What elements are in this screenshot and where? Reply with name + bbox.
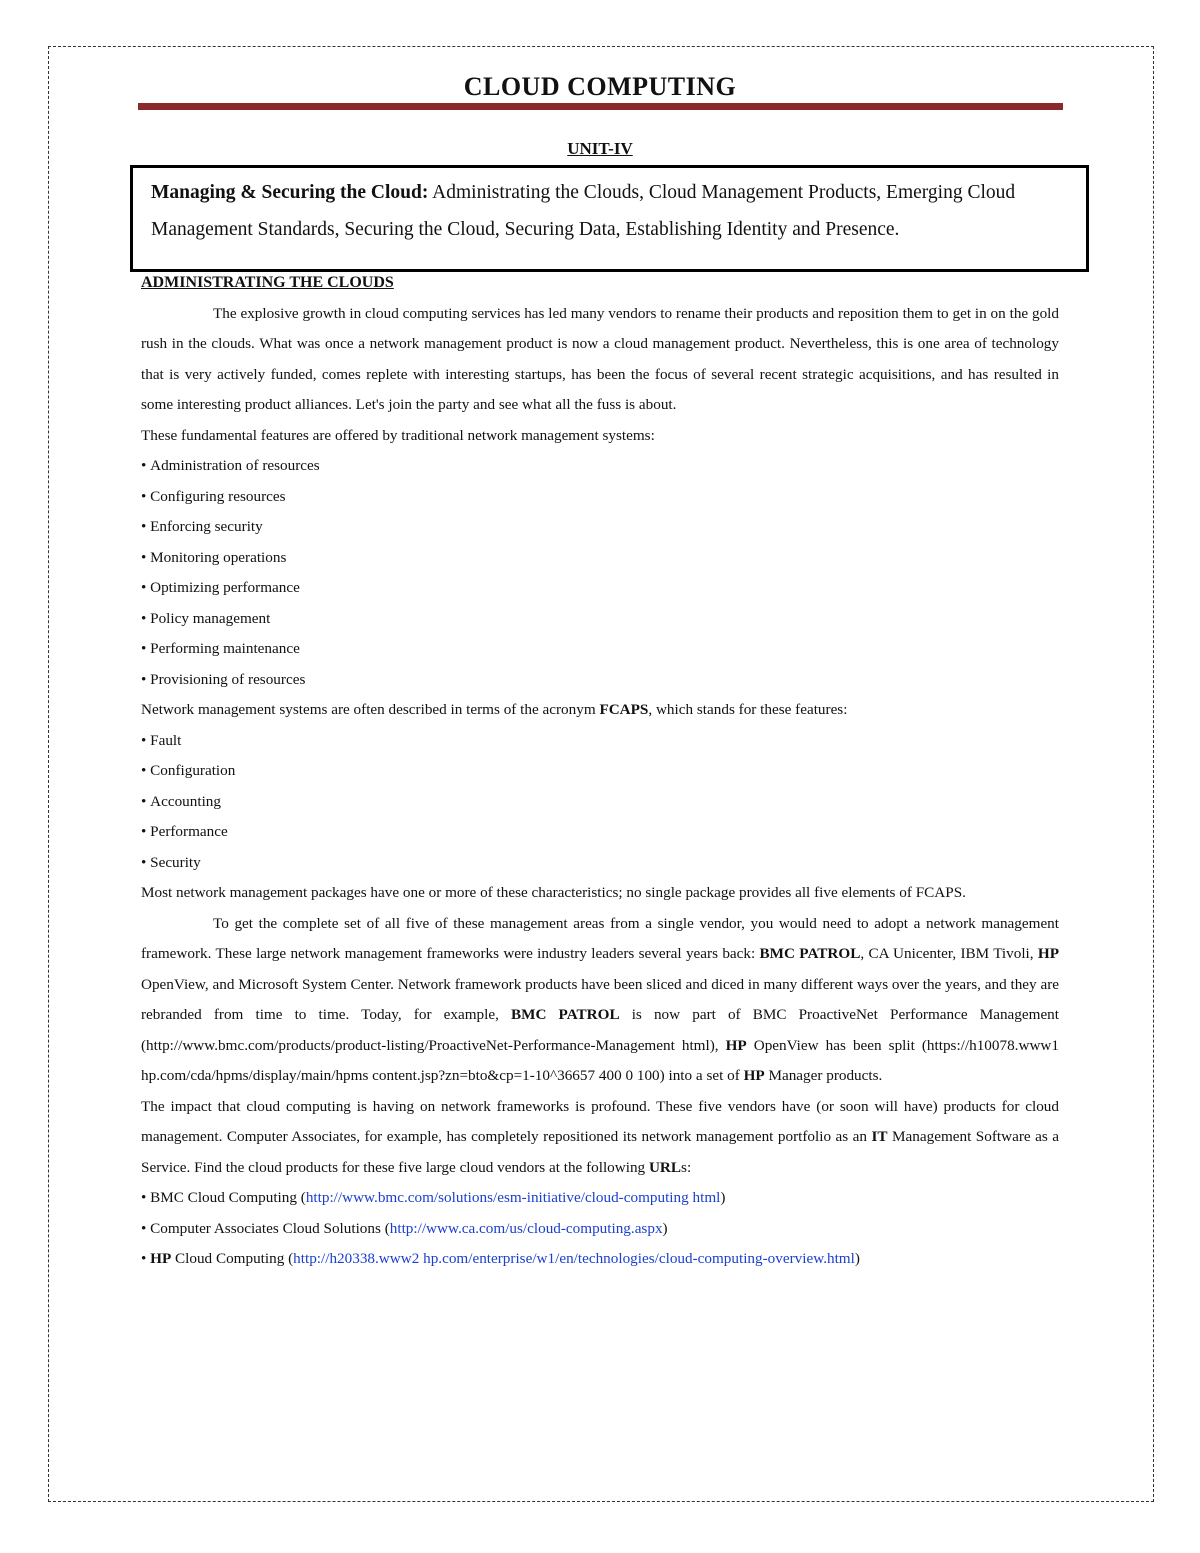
hp-term: HP bbox=[725, 1036, 747, 1054]
vendor-suffix: ) bbox=[662, 1219, 668, 1237]
vendor-suffix: ) bbox=[854, 1250, 860, 1267]
vendor-link-item bbox=[141, 1244, 1059, 1275]
feature-item: • Monitoring operations bbox=[141, 543, 1059, 574]
bmc-patrol-term: BMC PATROL bbox=[511, 1006, 620, 1023]
vendor-link-item bbox=[141, 1214, 1059, 1245]
fcaps-item: • Fault bbox=[141, 726, 1059, 757]
fcaps-intro-after: , which stands for these features: bbox=[648, 701, 848, 718]
fcaps-item: • Configuration bbox=[141, 756, 1059, 787]
feature-item: • Configuring resources bbox=[141, 482, 1059, 513]
document-header-title: CLOUD COMPUTING bbox=[463, 72, 737, 101]
url-term: URL bbox=[648, 1158, 682, 1176]
document-body bbox=[141, 268, 1059, 1275]
fcaps-intro-before: Network management systems are often described in terms of the acronym bbox=[141, 701, 600, 718]
impact-text: s: bbox=[681, 1158, 692, 1176]
vendor-name: Computer Associates Cloud Solutions ( bbox=[150, 1219, 390, 1237]
vendor-link-item bbox=[141, 1183, 1059, 1214]
impact-text: The impact that cloud computing is having on network frameworks is profound. These five vendors have (or soon will have) products for cloud management. Computer Associates, for example, has completely repositioned its network management portfolio as an bbox=[141, 1097, 1059, 1145]
fcaps-acronym: FCAPS bbox=[599, 701, 649, 718]
vendor-suffix: ) bbox=[720, 1189, 726, 1206]
feature-item: • Administration of resources bbox=[141, 451, 1059, 482]
feature-item: • Performing maintenance bbox=[141, 634, 1059, 665]
feature-item: • Optimizing performance bbox=[141, 573, 1059, 604]
fcaps-item: • Security bbox=[141, 848, 1059, 879]
vendor-url-link[interactable]: http://www.bmc.com/solutions/esm-initiative/cloud-computing html bbox=[305, 1189, 721, 1206]
vendor-name: Cloud Computing ( bbox=[171, 1250, 294, 1267]
section-heading: ADMINISTRATING THE CLOUDS bbox=[141, 274, 394, 291]
impact-paragraph bbox=[141, 1092, 1059, 1184]
bmc-patrol-term: BMC PATROL bbox=[759, 945, 861, 962]
vendor-bold: HP bbox=[150, 1250, 172, 1267]
fcaps-note: Most network management packages have one or more of these characteristics; no single package provides all five elements of FCAPS. bbox=[141, 884, 966, 901]
summary-lead: Managing & Securing the Cloud: bbox=[151, 182, 429, 203]
feature-item: • Enforcing security bbox=[141, 512, 1059, 543]
vendor-url-link[interactable]: http://h20338.www2 hp.com/enterprise/w1/en/technologies/cloud-computing-overview.html bbox=[293, 1250, 855, 1267]
unit-label: UNIT-IV bbox=[567, 139, 633, 158]
it-term: IT bbox=[871, 1128, 888, 1145]
vendor-name: BMC Cloud Computing ( bbox=[150, 1189, 306, 1206]
framework-text: , CA Unicenter, IBM Tivoli, bbox=[860, 945, 1038, 962]
fcaps-item: • Performance bbox=[141, 817, 1059, 848]
header-rule bbox=[138, 103, 1063, 110]
framework-text: is now part of BMC ProactiveNet Performance Management (http://www.bmc.com/products/product-listing/ProactiveNet-Performance-Management html), bbox=[141, 1006, 1059, 1054]
impact-text: Management Software as a Service. Find the cloud products for these five large cloud vendors at the following bbox=[141, 1128, 1060, 1176]
framework-paragraph bbox=[141, 909, 1059, 1092]
feature-item: • Policy management bbox=[141, 604, 1059, 635]
fcaps-item: • Accounting bbox=[141, 787, 1059, 818]
framework-text: To get the complete set of all five of these management areas from a single vendor, you would need to adopt a network management framework. These large network management frameworks were industry leaders several years back: bbox=[141, 914, 1059, 962]
framework-text: OpenView has been split (https://h10078.www1 hp.com/cda/hpms/display/main/hpms content.jsp?zn=bto&cp=1-10^36657 400 0 100) into a set of bbox=[141, 1036, 1059, 1084]
summary-text: Administrating the Clouds, Cloud Management Products, Emerging Cloud Management Standards, Securing the Cloud, Securing Data, Establishing Identity and Presence. bbox=[151, 182, 1016, 240]
fcaps-intro bbox=[141, 695, 1059, 726]
hp-term: HP bbox=[1037, 945, 1059, 962]
vendor-url-link[interactable]: http://www.ca.com/us/cloud-computing.aspx bbox=[389, 1219, 663, 1237]
unit-summary-box bbox=[130, 165, 1089, 272]
intro-paragraph: The explosive growth in cloud computing services has led many vendors to rename their products and reposition them to get in on the gold rush in the clouds. What was once a network management product is now a cloud management product. Nevertheless, this is one area of technology that is very actively funded, comes replete with interesting startups, has been the focus of several recent strategic acquisitions, and has resulted in some interesting product alliances. Let's join the party and see what all the fuss is about. bbox=[141, 304, 1059, 413]
features-intro: These fundamental features are offered by traditional network management systems: bbox=[141, 426, 655, 444]
framework-text: OpenView, and Microsoft System Center. Network framework products have been sliced and diced in many different ways over the years, and they are rebranded from time to time. Today, for example, bbox=[141, 975, 1059, 1023]
hp-term: HP bbox=[743, 1067, 765, 1084]
framework-text: Manager products. bbox=[764, 1067, 883, 1084]
feature-item: • Provisioning of resources bbox=[141, 665, 1059, 696]
